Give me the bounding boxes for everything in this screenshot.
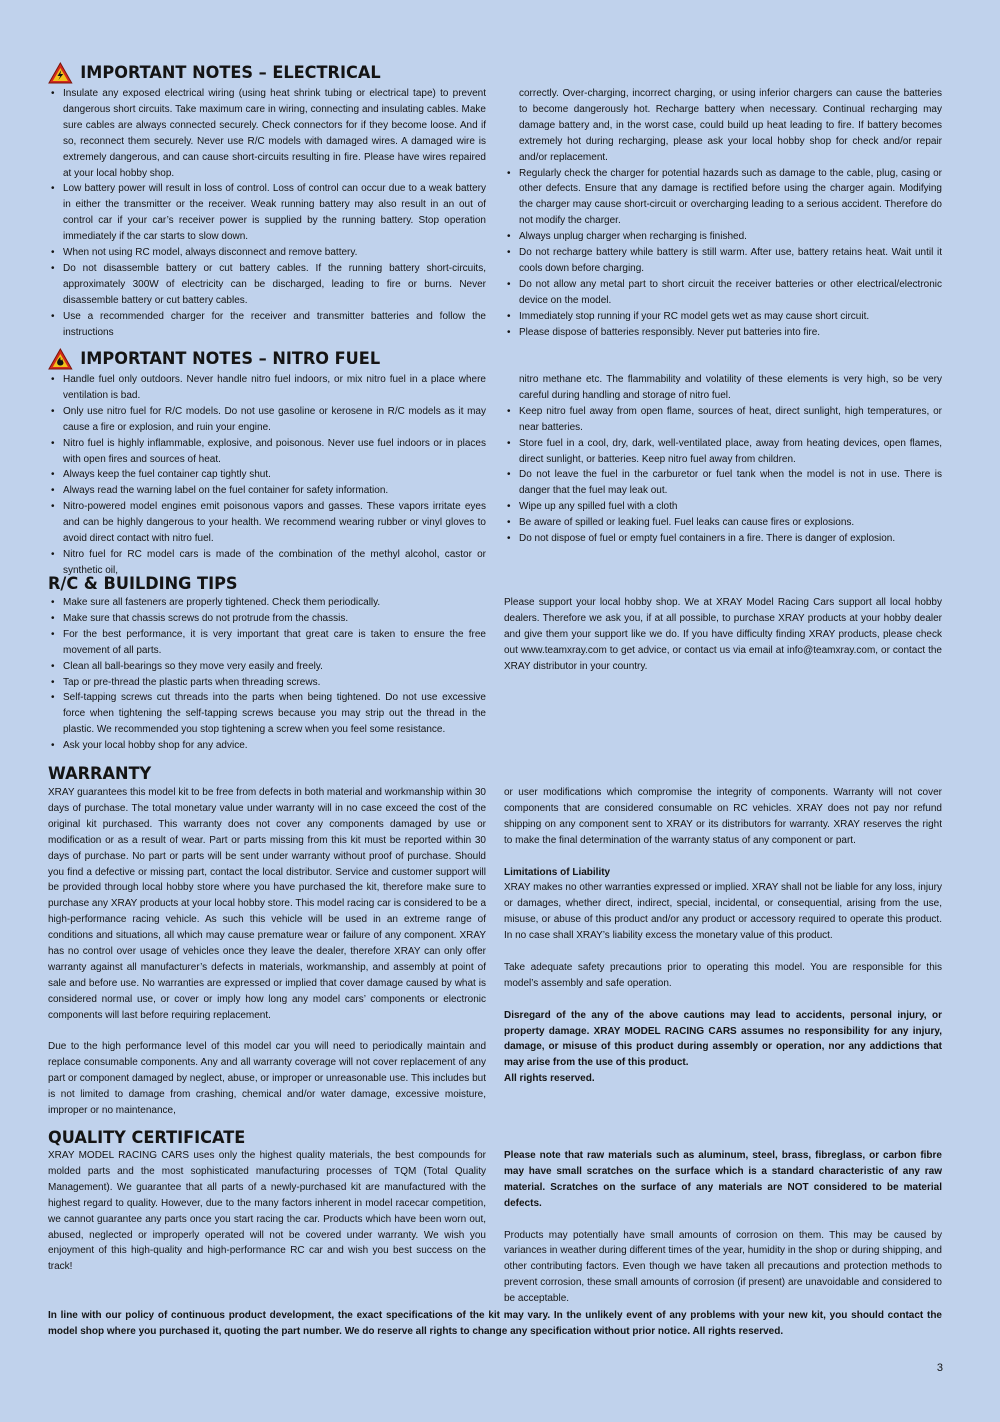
list-item: • Do not disassemble battery or cut battery cables. If the running battery short-circuits, approximately 300W of electricity can be discharged, leading to fire or burns. Never disassemble battery or cut battery cables. [48, 261, 486, 309]
list-item: • Make sure all fasteners are properly tightened. Check them periodically. [48, 595, 486, 611]
list-item: • Use a recommended charger for the receiver and transmitter batteries and follow the instructions [48, 309, 486, 341]
list-item: • Ask your local hobby shop for any advice. [48, 738, 486, 754]
list-item: • Keep nitro fuel away from open flame, sources of heat, direct sunlight, high temperatures, or near batteries. [504, 404, 942, 436]
list-item: • Wipe up any spilled fuel with a cloth [504, 499, 942, 515]
list-item: • Please dispose of batteries responsibly. Never put batteries into fire. [504, 325, 942, 341]
footer-notice: In line with our policy of continuous product development, the exact specifications of the kit may vary. In the unlikely event of any problems with your new kit, you should contact the model shop where you purchased it, quoting the part number. We do reserve all rights to change any specification without prior notice. All rights reserved. [48, 1310, 942, 1337]
list-item: • Insulate any exposed electrical wiring (using heat shrink tubing or electrical tape) to prevent dangerous short circuits. Take maximum care in wiring, connecting and insulating cables. Make sure cables are always connected securely. Check connectors for if they become loose. And if so, reconnect them securely. Never use R/C models with damaged wires. A damaged wire is extremely dangerous, and can cause short-circuits resulting in fire. Please have wires repaired at your local hobby shop. [48, 86, 486, 181]
section-title-quality: QUALITY CERTIFICATE [48, 1128, 246, 1148]
quality-left-column [48, 1148, 486, 1307]
section-title-warranty: WARRANTY [48, 764, 152, 784]
list-item: • Always keep the fuel container cap tightly shut. [48, 467, 486, 483]
tips-columns [48, 595, 942, 754]
section-title-electrical: IMPORTANT NOTES – ELECTRICAL [48, 62, 381, 84]
quality-right-column [504, 1148, 942, 1307]
list-item: • Tap or pre-thread the plastic parts when threading screws. [48, 675, 486, 691]
list-item: • Handle fuel only outdoors. Never handle nitro fuel indoors, or mix nitro fuel in a place where ventilation is bad. [48, 372, 486, 404]
list-item: • Store fuel in a cool, dry, dark, well-ventilated place, away from heating devices, open flames, direct sunlight, or batteries. Keep nitro fuel away from children. [504, 436, 942, 468]
liability-heading: Limitations of Liability [504, 866, 611, 878]
list-item: • Nitro fuel is highly inflammable, explosive, and poisonous. Never use fuel indoors or in places with open fires and sources of heat. [48, 436, 486, 468]
hobby-shop-support-text: Please support your local hobby shop. We at XRAY Model Racing Cars support all local hobby dealers. Therefore we ask you, if at all possible, to purchase XRAY products at your hobby dealer and give them your support like we do. If you have difficulty finding XRAY products, please check out www.teamxray.com to get advice, or contact us via email at info@teamxray.com, or contact the XRAY distributor in your country. [504, 597, 942, 672]
nitro-right-column [504, 372, 942, 579]
quality-text: XRAY MODEL RACING CARS uses only the highest quality materials, the best compounds for molded parts and the most sophisticated manufacturing processes of TQM (Total Quality Management). We guarantee that all parts of a newly-purchased kit are manufactured with the highest regard to quality. However, due to the many factors inherent in model racecar competition, we cannot guarantee any parts once you start racing the car. Products which have been worn out, abused, neglected or improperly operated will not be covered under warranty. We wish you enjoyment of this high-quality and high-performance RC car and wish you best success on the track! [48, 1150, 486, 1273]
list-item: • Nitro fuel for RC model cars is made of the combination of the methyl alcohol, castor or synthetic oil, [48, 547, 486, 579]
list-item: • Self-tapping screws cut threads into the parts when being tightened. Do not use excessive force when tightening the self-tapping screws because you may strip out the thread in the plastic. We recommended you stop tightening a screw when you feel some resistance. [48, 690, 486, 738]
list-item: • Make sure that chassis screws do not protrude from the chassis. [48, 611, 486, 627]
electrical-continued-text: correctly. Over-charging, incorrect charging, or using inferior chargers can cause the batteries to become dangerously hot. Recharge battery when necessary. Continual recharging may damage battery and, in the worst case, could build up heat leading to fire. If battery becomes extremely hot during recharging, please ask your local hobby shop for check and/or repair and/or replacement. [519, 88, 942, 163]
list-item: • Clean all ball-bearings so they move very easily and freely. [48, 659, 486, 675]
list-item: • Be aware of spilled or leaking fuel. Fuel leaks can cause fires or explosions. [504, 515, 942, 531]
page-number: 3 [936, 1362, 943, 1374]
tips-left-column [48, 595, 486, 754]
quality-columns [48, 1148, 942, 1307]
list-item: • Do not leave the fuel in the carburetor or fuel tank when the model is not in use. There is danger that the fuel may leak out. [504, 467, 942, 499]
list-item: • Regularly check the charger for potential hazards such as damage to the cable, plug, casing or other defects. Ensure that any damage is rectified before using the charger again. Modifying the charger may cause short-circuit or overcharging leading to a serious accident. Therefore do not modify the charger. [504, 166, 942, 230]
warranty-paragraph: Due to the high performance level of this model car you will need to periodically maintain and replace consumable components. Any and all warranty coverage will not cover replacement of any part or component damaged by neglect, abuse, or improper or unreasonable use. This includes but is not limited to damage from crashing, chemical and/or water damage, excessive moisture, improper or no maintenance, [48, 1041, 486, 1117]
fire-warning-icon [48, 348, 73, 370]
electrical-columns [48, 86, 942, 341]
list-item: • Do not allow any metal part to short circuit the receiver batteries or other electrical/electronic device on the model. [504, 277, 942, 309]
list-item: • Nitro-powered model engines emit poisonous vapors and gasses. These vapors irritate eyes and can be highly dangerous to your health. We recommend wearing rubber or vinyl gloves to avoid direct contact with nitro fuel. [48, 499, 486, 547]
list-item: • When not using RC model, always disconnect and remove battery. [48, 245, 486, 261]
electrical-left-column [48, 86, 486, 341]
warranty-paragraph: XRAY guarantees this model kit to be free from defects in both material and workmanship within 30 days of purchase. The total monetary value under warranty will in no case exceed the cost of the original kit purchased. This warranty does not cover any components damaged by use or modification or as a result of wear. Part or parts missing from this kit must be reported within 30 days of purchase. No part or parts will be sent under warranty without proof of purchase. Should you find a defective or missing part, contact the local distributor. Service and customer support will be provided through local hobby store where you have purchased the kit, therefore make sure to purchase any XRAY products at your local hobby store. This model racing car is considered to be a high-performance racing vehicle. As such this vehicle will be used in an extreme range of conditions and situations, all which may cause premature wear or failure of any component. XRAY has no control over usage of vehicles once they leave the dealer, therefore XRAY can only offer warranty against all manufacturer’s defects in materials, workmanship, and assembly at point of sale and before use. No warranties are expressed or implied that cover damage caused by what is considered normal use, or cover or imply how long any model cars’ components or electronic components will last before requiring replacement. [48, 787, 487, 1021]
tips-right-column [504, 595, 942, 754]
nitro-left-column [48, 372, 486, 579]
warranty-left-column [48, 785, 486, 1119]
rights-text: All rights reserved. [504, 1073, 595, 1085]
disclaimer-text: Disregard of the any of the above cautions may lead to accidents, personal injury, or property damage. XRAY MODEL RACING CARS assumes no responsibility for any injury, damage, or misuse of this product during assembly or operation, nor any addictions that may arise from the use of this product. [504, 1009, 942, 1069]
warranty-paragraph: or user modifications which compromise the integrity of components. Warranty will not cover components that are considered consumable on RC vehicles. XRAY does not pay nor refund shipping on any component sent to XRAY or its distributors for warranty. XRAY reserves the right to make the final determination of the warranty status of any component or part. [504, 787, 942, 846]
list-item: • Do not dispose of fuel or empty fuel containers in a fire. There is danger of explosion. [504, 531, 942, 547]
list-item: • Always read the warning label on the fuel container for safety information. [48, 483, 486, 499]
warranty-right-column [504, 785, 942, 1119]
electrical-warning-icon [48, 62, 73, 84]
nitro-continued-text: nitro methane etc. The flammability and volatility of these elements is very high, so be very careful during handling and storage of nitro fuel. [519, 374, 942, 401]
liability-text: XRAY makes no other warranties expressed or implied. XRAY shall not be liable for any loss, injury or damages, whether direct, indirect, special, incidental, or consequential, arising from the use, misuse, or abuse of this product and/or any product or accessory required to operate this product. In no case shall XRAY’s liability excess the monetary value of this product. [504, 882, 942, 942]
list-item: • Always unplug charger when recharging is finished. [504, 229, 942, 245]
electrical-right-column [504, 86, 942, 341]
list-item: • Do not recharge battery while battery is still warm. After use, battery retains heat. Wait until it cools down before charging. [504, 245, 942, 277]
corrosion-notice: Products may potentially have small amounts of corrosion on them. This may be caused by variances in weather during different times of the year, humidity in the shop or during shipping, and other contributing factors. Even though we have taken all precautions and protection methods to prevent corrosion, these small amounts of corrosion (if present) are unavoidable and considered to be acceptable. [504, 1229, 942, 1305]
precautions-text: Take adequate safety precautions prior to operating this model. You are responsible for this model’s assembly and safe operation. [504, 961, 942, 989]
nitro-columns [48, 372, 942, 579]
list-item: • For the best performance, it is very important that great care is taken to ensure the free movement of all parts. [48, 627, 486, 659]
section-title-nitro: IMPORTANT NOTES – NITRO FUEL [48, 348, 380, 370]
list-item: • Only use nitro fuel for R/C models. Do not use gasoline or kerosene in R/C models as it may cause a fire or explosion, and ruin your engine. [48, 404, 486, 436]
raw-materials-notice: Please note that raw materials such as aluminum, steel, brass, fibreglass, or carbon fibre may have small scratches on the surface which is a standard characteristic of any raw material. Scratches on the surface of any materials are NOT considered to be material defects. [504, 1150, 942, 1209]
list-item: • Immediately stop running if your RC model gets wet as may cause short circuit. [504, 309, 942, 325]
list-item: • Low battery power will result in loss of control. Loss of control can occur due to a weak battery in either the transmitter or the receiver. Weak running battery may also result in an out of control car if your car’s receiver power is supplied by the running battery. Stop operation immediately if the car starts to slow down. [48, 181, 486, 245]
section-title-tips: R/C & BUILDING TIPS [48, 574, 238, 594]
warranty-columns [48, 785, 942, 1119]
